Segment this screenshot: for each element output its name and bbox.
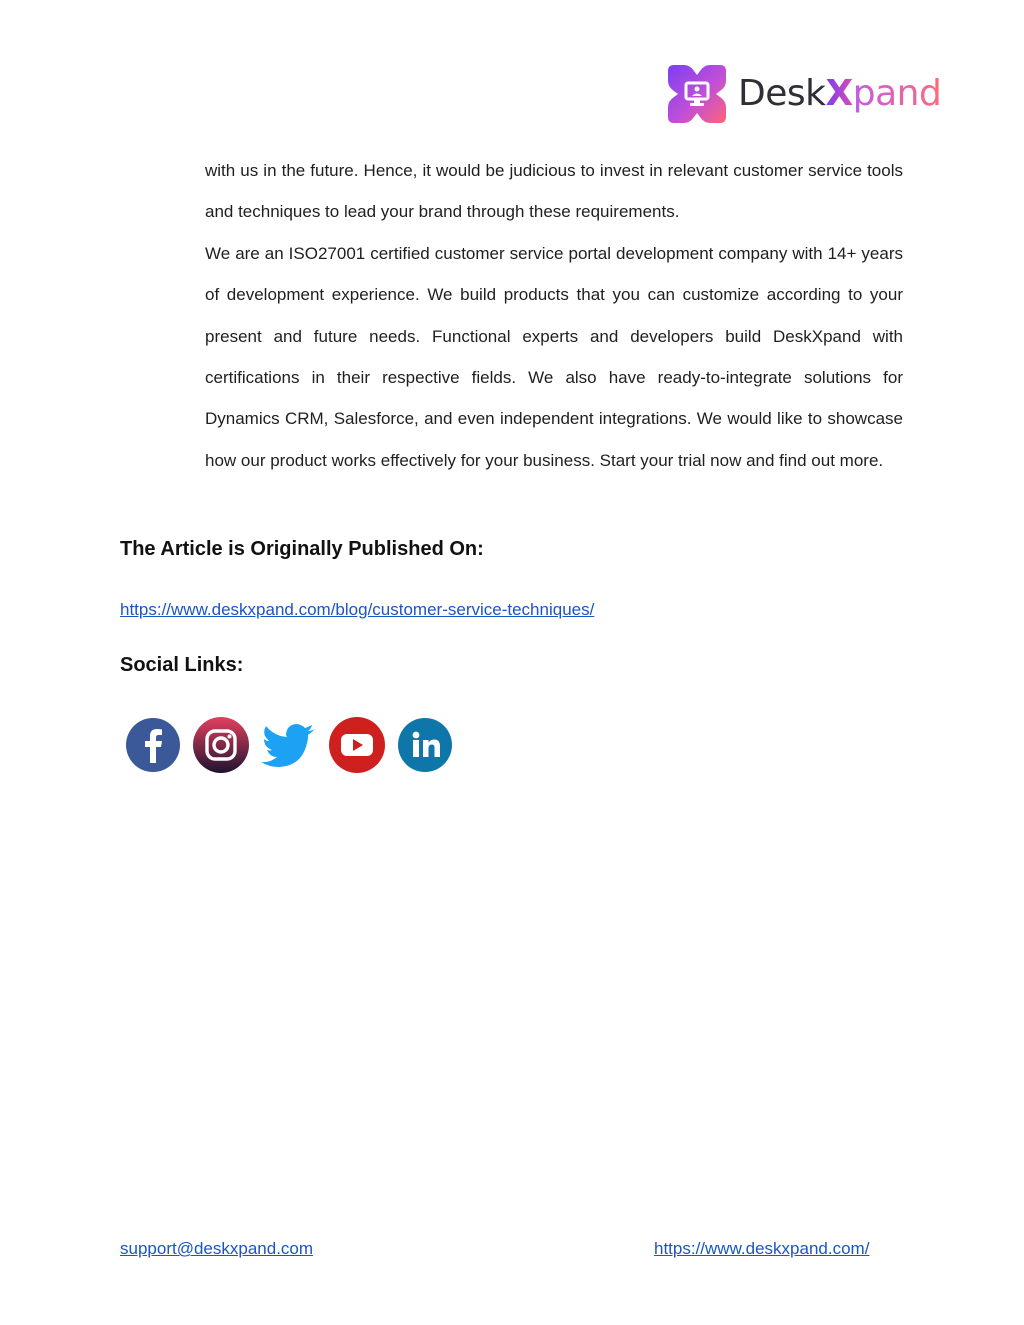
youtube-icon[interactable] <box>328 716 386 774</box>
original-article-link[interactable]: https://www.deskxpand.com/blog/customer-service-techniques/ <box>120 600 595 619</box>
footer-email-link[interactable]: support@deskxpand.com <box>120 1239 314 1258</box>
instagram-icon[interactable] <box>192 716 250 774</box>
deskxpand-logo-icon <box>664 61 730 127</box>
brand-name <box>738 73 942 114</box>
brand-name-pand: pand <box>852 73 942 114</box>
body-paragraph: with us in the future. Hence, it would be judicious to invest in relevant customer service tools and techniques to lead your brand through these requirements. <box>205 161 903 222</box>
footer-website-link[interactable]: https://www.deskxpand.com/ <box>654 1239 870 1258</box>
brand-name-x: X <box>825 73 853 114</box>
linkedin-icon[interactable] <box>396 716 454 774</box>
article-body <box>205 150 903 481</box>
brand-logo <box>664 60 944 128</box>
social-links-heading: Social Links: <box>120 654 244 676</box>
social-icons <box>124 716 454 774</box>
body-paragraph: We are an ISO27001 certified customer service portal development company with 14+ years of development experience. We build products that you can customize according to your present and future needs. Functional experts and developers build DeskXpand with certifications in their respective fields. We also have ready-to-integrate solutions for Dynamics CRM, Salesforce, and even independent integrations. We would like to showcase how our product works effectively for your business. Start your trial now and find out more. <box>205 243 903 470</box>
brand-name-desk: Desk <box>738 73 826 114</box>
facebook-icon[interactable] <box>124 716 182 774</box>
original-publication-heading: The Article is Originally Published On: <box>120 538 484 560</box>
twitter-icon[interactable] <box>260 716 318 774</box>
